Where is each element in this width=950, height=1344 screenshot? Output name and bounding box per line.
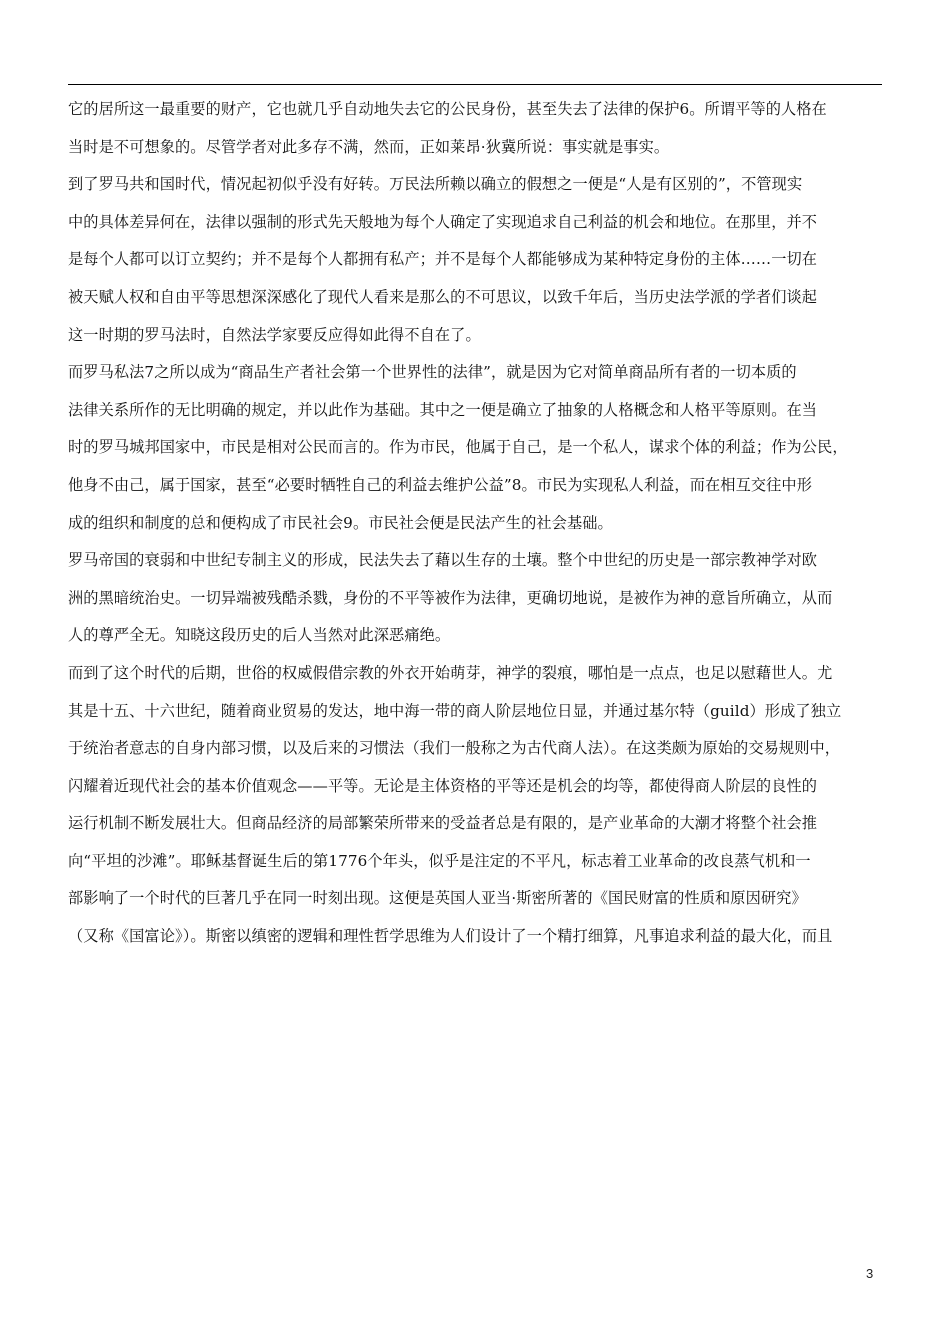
text-line: 人的尊严全无。知晓这段历史的后人当然对此深恶痛绝。 <box>68 626 451 645</box>
text-line: 它的居所这一最重要的财产，它也就几乎自动地失去它的公民身份，甚至失去了法律的保护6。所谓平等的人格在 <box>68 100 827 118</box>
text-line: 运行机制不断发展壮大。但商品经济的局部繁荣所带来的受益者总是有限的，是产业革命的大潮才将整个社会推 <box>68 814 818 833</box>
text-line: 洲的黑暗统治史。一切异端被残酷杀戮，身份的不平等被作为法律，更确切地说，是被作为神的意旨所确立，从而 <box>68 588 833 607</box>
text-line: 而到了这个时代的后期，世俗的权威假借宗教的外衣开始萌芽，神学的裂痕，哪怕是一点点，也足以慰藉世人。尤 <box>68 663 833 682</box>
text-line: 这一时期的罗马法时，自然法学家要反应得如此得不自在了。 <box>68 325 481 344</box>
text-line: 而罗马私法7之所以成为“商品生产者社会第一个世界性的法律”，就是因为它对简单商品所有者的一切本质的 <box>68 363 797 382</box>
text-line: 他身不由己，属于国家，甚至“必要时牺牲自己的利益去维护公益”8。市民为实现私人利益，而在相互交往中形 <box>68 475 813 494</box>
text-line: 向“平坦的沙滩”。耶稣基督诞生后的第1776个年头，似乎是注定的不平凡，标志着工业革命的改良蒸气机和一 <box>68 851 811 870</box>
text-line: 是每个人都可以订立契约；并不是每个人都拥有私产；并不是每个人都能够成为某种特定身份的主体……一切在 <box>68 250 818 269</box>
header-rule <box>68 84 882 85</box>
text-line: 法律关系所作的无比明确的规定，并以此作为基础。其中之一便是确立了抽象的人格概念和人格平等原则。在当 <box>68 400 818 419</box>
text-line: 当时是不可想象的。尽管学者对此多存不满，然而，正如莱昂·狄冀所说：事实就是事实。 <box>68 137 670 156</box>
text-line: 成的组织和制度的总和便构成了市民社会9。市民社会便是民法产生的社会基础。 <box>68 513 613 532</box>
body-text <box>68 91 882 956</box>
text-line: 部影响了一个时代的巨著几乎在同一时刻出现。这便是英国人亚当·斯密所著的《国民财富的性质和原因研究》 <box>68 889 807 908</box>
text-line: 时的罗马城邦国家中，市民是相对公民而言的。作为市民，他属于自己，是一个私人，谋求个体的利益；作为公民， <box>68 438 848 457</box>
text-line: 于统治者意志的自身内部习惯，以及后来的习惯法（我们一般称之为古代商人法）。在这类颇为原始的交易规则中， <box>68 739 841 758</box>
text-line: 被天赋人权和自由平等思想深深感化了现代人看来是那么的不可思议，以致千年后，当历史法学派的学者们谈起 <box>68 287 818 306</box>
text-line: 闪耀着近现代社会的基本价值观念——平等。无论是主体资格的平等还是机会的均等，都使得商人阶层的良性的 <box>68 776 818 795</box>
text-line: 罗马帝国的衰弱和中世纪专制主义的形成，民法失去了藉以生存的土壤。整个中世纪的历史是一部宗教神学对欧 <box>68 551 818 570</box>
text-line: 中的具体差异何在，法律以强制的形式先天般地为每个人确定了实现追求自己利益的机会和地位。在那里，并不 <box>68 212 818 231</box>
text-line: （又称《国富论》）。斯密以缜密的逻辑和理性哲学思维为人们设计了一个精打细算，凡事追求利益的最大化，而且 <box>68 927 833 946</box>
page-number: 3 <box>866 1266 874 1281</box>
text-line: 到了罗马共和国时代，情况起初似乎没有好转。万民法所赖以确立的假想之一便是“人是有区别的”，不管现实 <box>68 175 803 194</box>
text-line: 其是十五、十六世纪，随着商业贸易的发达，地中海一带的商人阶层地位日显，并通过基尔特（guild）形成了独立 <box>68 701 842 720</box>
